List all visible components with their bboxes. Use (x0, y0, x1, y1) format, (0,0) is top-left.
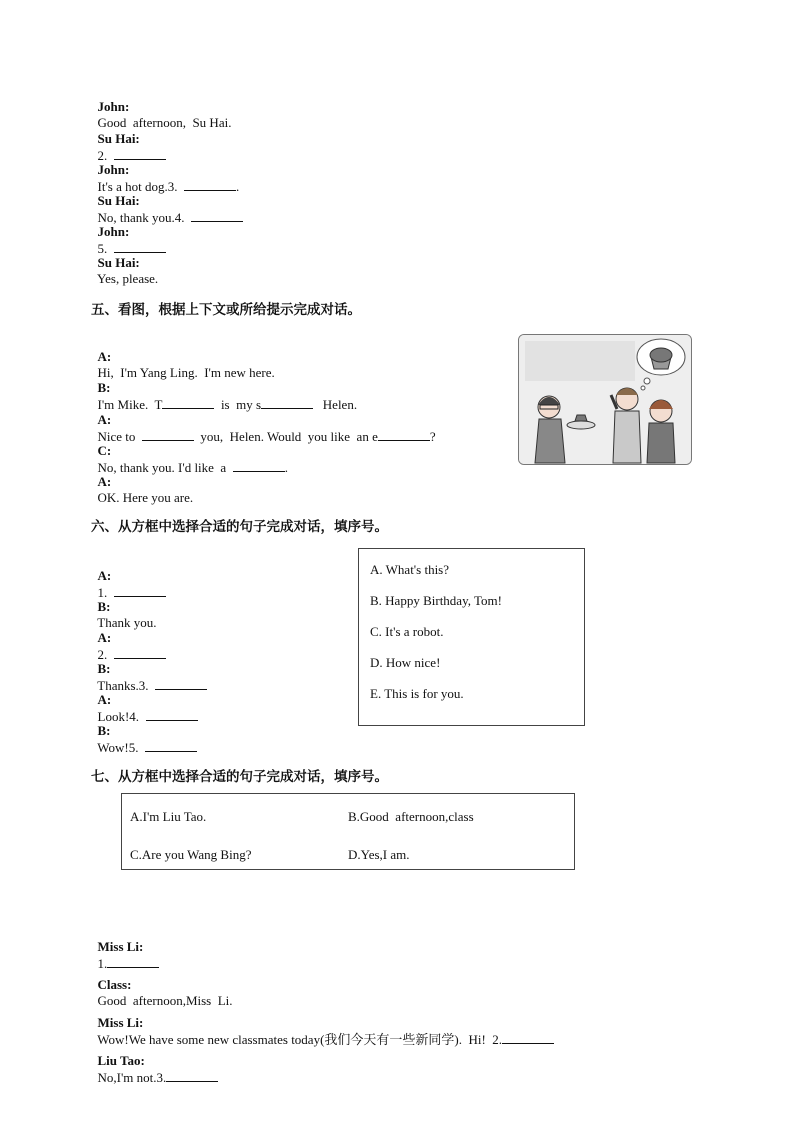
speaker: B: (97, 380, 111, 395)
line-text: ? (429, 429, 436, 444)
line-text: 5. (97, 241, 114, 256)
dialogue-line (91, 239, 158, 287)
speaker: Miss Li: (97, 1015, 144, 1030)
dialogue-illustration (518, 334, 692, 465)
line-text: Hi, I'm Yang Ling. I'm new here. (97, 365, 275, 380)
speaker: A: (97, 474, 112, 489)
section-heading: 六、从方框中选择合适的句子完成对话，填序号。 (91, 519, 388, 535)
speaker: Su Hai: (97, 193, 140, 208)
answer-blank[interactable] (191, 209, 243, 222)
section-heading: 七、从方框中选择合适的句子完成对话，填序号。 (91, 769, 388, 785)
line-text: Nice to (97, 429, 142, 444)
options-box (121, 793, 575, 870)
line-text: OK. Here you are. (97, 490, 194, 505)
line-suffix: . (235, 179, 240, 194)
answer-blank[interactable] (378, 428, 430, 441)
line-text: Look!4. (97, 709, 146, 724)
section-heading: 五、看图，根据上下文或所给提示完成对话。 (91, 302, 361, 318)
line-text: 2. (97, 647, 114, 662)
line-text: is my s (214, 397, 262, 412)
option-item: B. Happy Birthday, Tom! (370, 593, 502, 608)
option-item: D.Yes,I am. (348, 847, 410, 862)
line-text: you, Helen. Would you like an e (193, 429, 378, 444)
option-item: A. What's this? (370, 562, 450, 577)
answer-blank[interactable] (502, 1031, 554, 1044)
speaker: A: (97, 692, 112, 707)
line-text: Yes, please. (97, 271, 159, 286)
dialogue-line (91, 458, 193, 506)
speaker: Su Hai: (97, 255, 140, 270)
speaker: John: (97, 162, 130, 177)
answer-blank[interactable] (166, 1069, 218, 1082)
speaker: A: (97, 349, 112, 364)
speaker: John: (97, 99, 130, 114)
speaker: John: (97, 224, 130, 239)
line-text: Helen. (313, 397, 358, 412)
line-text: Good afternoon, Su Hai. (97, 115, 232, 130)
line-text: Good afternoon,Miss Li. (97, 993, 233, 1008)
option-item: A.I'm Liu Tao. (130, 809, 207, 824)
speaker: B: (97, 599, 111, 614)
dialogue-line (91, 1037, 218, 1086)
option-item: B.Good afternoon,class (348, 809, 474, 824)
speaker: Class: (97, 977, 132, 992)
line-text: It's a hot dog.3. (97, 179, 184, 194)
speaker: Miss Li: (97, 939, 144, 954)
option-item: C. It's a robot. (370, 624, 444, 639)
speaker: B: (97, 661, 111, 676)
option-item: D. How nice! (370, 655, 441, 670)
speaker: B: (97, 723, 111, 738)
speaker: A: (97, 412, 112, 427)
option-item: C.Are you Wang Bing? (130, 847, 252, 862)
line-text: No, thank you.4. (97, 210, 192, 225)
line-text: Thank you. (97, 615, 157, 630)
line-text: 1. (97, 956, 108, 971)
dialogue-line (91, 707, 197, 756)
line-text: No, thank you. I'd like a (97, 460, 233, 475)
option-item: E. This is for you. (370, 686, 464, 701)
illustration-svg (519, 335, 691, 464)
answer-blank[interactable] (233, 459, 285, 472)
speaker: Su Hai: (97, 131, 140, 146)
line-text: 1. (97, 585, 114, 600)
speaker: Liu Tao: (97, 1053, 145, 1068)
line-text: . (284, 460, 288, 475)
line-text: 2. (97, 148, 114, 163)
line-text: Wow!We have some new classmates today(我们今天有一些新同学). Hi! 2. (97, 1032, 503, 1047)
line-text: No,I'm not.3. (97, 1070, 167, 1085)
options-box (358, 548, 585, 726)
line-text: Thanks.3. (97, 678, 156, 693)
answer-blank[interactable] (145, 739, 197, 752)
speaker: C: (97, 443, 112, 458)
speaker: A: (97, 630, 112, 645)
line-text: I'm Mike. T (97, 397, 163, 412)
speaker: A: (97, 568, 112, 583)
line-text: Wow!5. (97, 740, 145, 755)
